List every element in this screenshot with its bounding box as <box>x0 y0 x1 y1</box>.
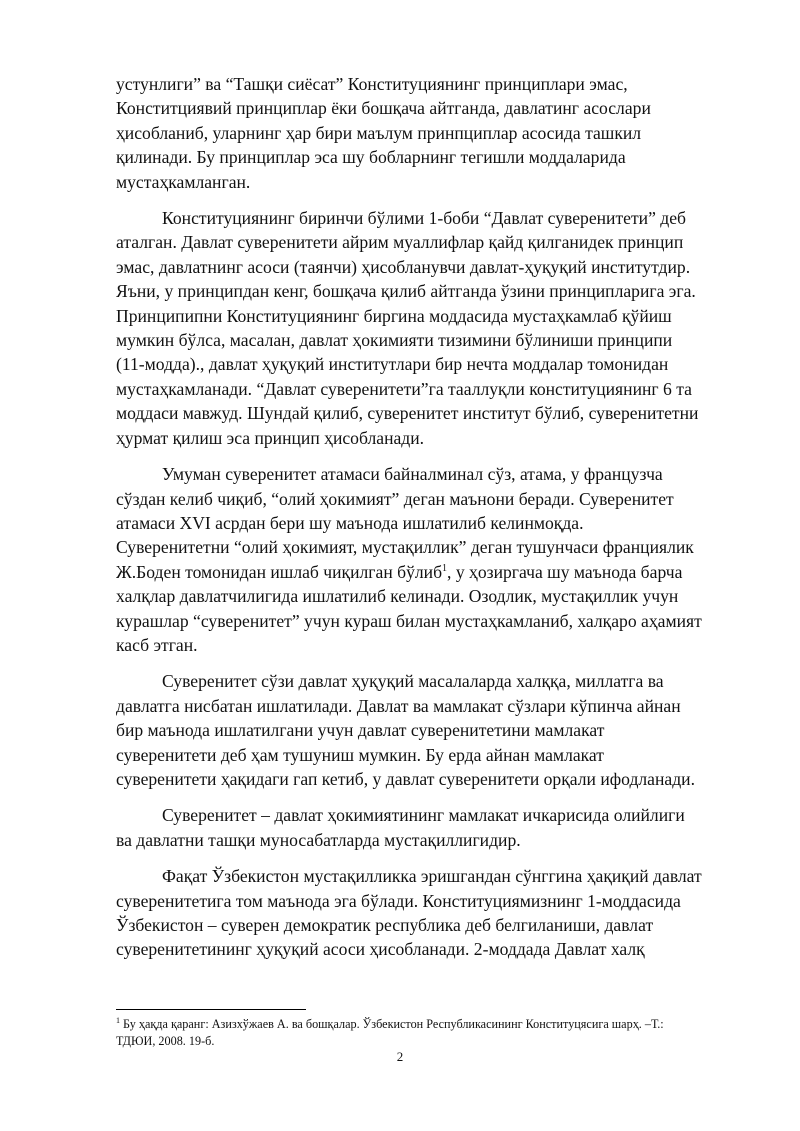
text-line: суверенитетининг ҳуқуқий асоси ҳисобланади. 2-моддада Давлат халқ <box>116 939 645 960</box>
text-line: устунлиги” ва “Ташқи сиёсат” Конституциянинг принциплари эмас, <box>116 74 628 94</box>
text-line: мумкин бўлса, масалан, давлат ҳокимияти тизимини бўлиниши принципи <box>116 330 673 351</box>
paragraph-gap <box>116 791 744 803</box>
paragraph <box>116 864 744 962</box>
footnote <box>116 1016 744 1050</box>
paragraph-gap <box>116 657 744 669</box>
text-line: Суверенитет сўзи давлат ҳуқуқий масалаларда халққа, миллатга ва <box>162 671 664 692</box>
text-line: давлатга нисбатан ишлатилади. Давлат ва мамлакат сўзлари кўпинча айнан <box>116 695 681 716</box>
text-line: суверенитетига том маънода эга бўлади. Конституциямизнинг 1-моддасида <box>116 890 681 911</box>
text-line: ҳурмат қилиш эса принцип ҳисобланади. <box>116 427 425 448</box>
text-line: қилинади. Бу принциплар эса шу бобларнинг тегишли моддаларида <box>116 147 626 168</box>
paragraph-gap <box>116 852 744 864</box>
footnote-reference: 1 <box>442 562 448 574</box>
text-line: суверенитети ҳақидаги гап кетиб, у давлат суверенитети орқали ифодланади. <box>116 768 695 789</box>
text-line: Суверенитет – давлат ҳокимиятининг мамлакат ичкарисида олийлиги <box>162 805 685 826</box>
paragraph <box>116 669 744 791</box>
text-line: мустаҳкамланган. <box>116 171 251 192</box>
page-number: 2 <box>396 1049 404 1064</box>
text-line: Конституциянинг биринчи бўлими 1-боби “Давлат суверенитети” деб <box>162 208 686 229</box>
text-line: Фақат Ўзбекистон мустақилликка эришгандан сўнггина ҳақиқий давлат <box>162 866 702 887</box>
text-line: ва давлатни ташқи муносабатларда мустақиллигидир. <box>116 829 521 850</box>
paragraph-gap <box>116 194 744 206</box>
text-line: бир маънода ишлатилгани учун давлат суверенитетини мамлакат <box>116 720 605 741</box>
text-line: курашлар “суверенитет” учун кураш билан мустаҳкамланиб, халқаро аҳамият <box>116 610 702 631</box>
paragraph <box>116 462 744 657</box>
text-line: атамаси XVI асрдан бери шу маънода ишлатилиб келинмоқда. <box>116 512 584 533</box>
text-line: моддаси мавжуд. Шундай қилиб, суверенитет институт бўлиб, суверенитетни <box>116 403 699 424</box>
footnote-line-1 <box>116 1016 744 1033</box>
body-text <box>116 72 744 962</box>
text-line: Яъни, у принципдан кенг, бошқача қилиб айтганда ўзини принципларига эга. <box>116 281 696 302</box>
text-line: аталган. Давлат суверенитети айрим муаллифлар қайд қилганидек принцип <box>116 232 684 253</box>
text-line: эмас, давлатнинг асоси (таянчи) ҳисобланувчи давлат-ҳуқуқий институтдир. <box>116 256 691 277</box>
paragraph-gap <box>116 450 744 462</box>
text-line: ҳисобланиб, уларнинг ҳар бири маълум принпциплар асосида ташкил <box>116 122 642 143</box>
text-line: Умуман суверенитет атамаси байналминал сўз, атама, у французча <box>162 464 663 485</box>
footnote-mark: 1 <box>116 1015 120 1025</box>
paragraph <box>116 206 744 450</box>
text-line: халқлар давлатчилигида ишлатилиб келинади. Озодлик, мустақиллик учун <box>116 586 679 607</box>
text-line: мустаҳкамланади. “Давлат суверенитети”га тааллуқли конституциянинг 6 та <box>116 378 692 399</box>
text-line: Ўзбекистон – суверен демократик республика деб белгиланиши, давлат <box>116 915 654 935</box>
text-line: Принципипни Конституциянинг биргина моддасида мустаҳкамлаб қўйиш <box>116 305 672 326</box>
footnote-text: Бу ҳақда қаранг: Азизхўжаев А. ва бошқалар. Ўзбекистон Республикасининг Конституцясига шарҳ. –Т.: <box>120 1017 664 1031</box>
paragraph <box>116 803 744 852</box>
paragraph <box>116 72 744 194</box>
footnote-line-2: ТДЮИ, 2008. 19-б. <box>116 1034 215 1048</box>
text-line: Конститциявий принциплар ёки бошқача айтганда, давлатинг асослари <box>116 98 651 119</box>
text-line: (11-модда)., давлат ҳуқуқий институтлари бир нечта моддалар томонидан <box>116 354 669 375</box>
text-line: суверенитети деб ҳам тушуниш мумкин. Бу ерда айнан мамлакат <box>116 744 604 765</box>
text-line: сўздан келиб чиқиб, “олий ҳокимият” деган маънони беради. Суверенитет <box>116 488 674 509</box>
text-line: Ж.Боден томонидан ишлаб чиқилган бўлиб$^1$, у ҳозиргача шу маънода барча <box>116 561 683 582</box>
text-line: Суверенитетни “олий ҳокимият, мустақиллик” деган тушунчаси франциялик <box>116 537 694 558</box>
footnote-separator <box>116 1009 306 1010</box>
text-line: касб этган. <box>116 634 198 655</box>
